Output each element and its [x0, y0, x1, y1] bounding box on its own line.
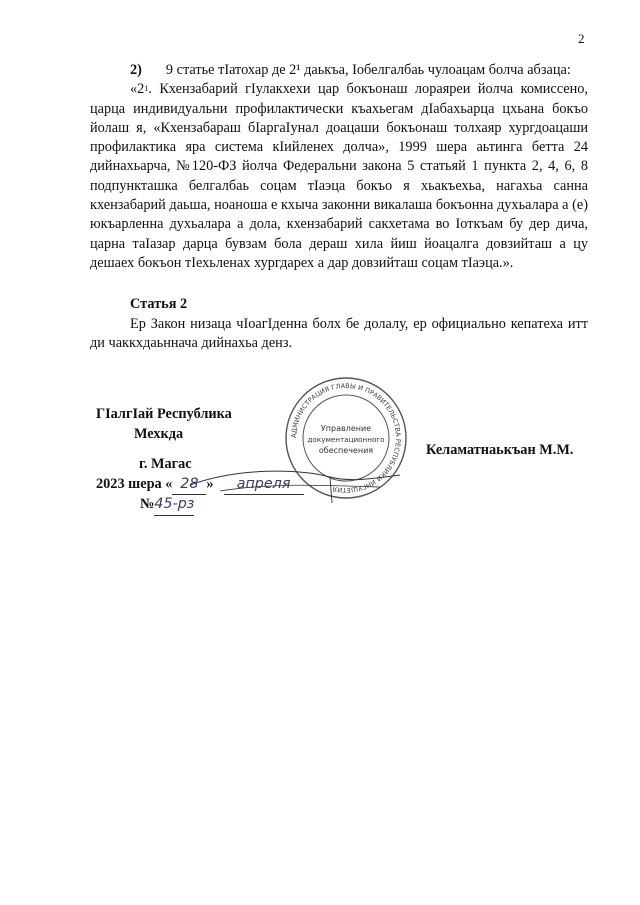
stamp-line-2: документационного [307, 435, 385, 444]
stamp-ring-text: АДМИНИСТРАЦИЯ ГЛАВЫ И ПРАВИТЕЛЬСТВА РЕСПУБЛИКИ ИНГУШЕТИЯ [289, 381, 403, 495]
law-number-value: 45-рз [154, 495, 194, 516]
list-item-number: 2) [130, 62, 142, 78]
article-2-text: Ер Закон низаца чIоагIденна болх бе долалу, ер официально кепатеха итт ди чаккхдаьннача дийнахьа денз. [90, 315, 588, 351]
signer-name: Келаматнаькъан М.М. [426, 442, 574, 458]
list-item-text: 9 статье тIатохар де 2¹ даькъа, Iобелгалбаь чулоацам болча абзаца: [165, 62, 571, 78]
date-year-suffix: » [206, 475, 214, 492]
law-number-prefix: № [140, 496, 155, 512]
stamp-line-1: Управление [320, 424, 372, 433]
page-number: 2 [578, 31, 585, 46]
document-body [90, 61, 588, 353]
list-item-2 [90, 61, 588, 80]
quote-superscript: 1 [144, 84, 149, 94]
date-day: 28 [172, 475, 206, 496]
quoted-paragraph [90, 80, 588, 273]
date-month: апреля [224, 475, 304, 496]
handwritten-signature [180, 455, 410, 510]
republic-name: ГIалгIай Республика [96, 406, 232, 422]
date-year-prefix: 2023 шера « [96, 475, 173, 492]
quote-text: . Кхензабарий гIулакхехи цар бокъонаш лораяреи йолча комиссено, царца индивидуальни профилактически къахьегам дIабахьарца цхьана бокъо йолаш я, «Кхензабараш бIаргаIунал доацаши бокъонаш толхаяр хургдоацаши профилактика яра система кIийленех долча», 1999 шера аьтинга бетта 24 дийнахьарча, №120-ФЗ йолча Федеральни закона 5 статьяй 1 пункта 2, 4, 6, 8 подпункташка белгалбаь соцам тIаэца бокъо я хьакъехьа, нагахьа санна кхензабарий даьша, ноаноша е кхыча законни викалаша бокъонна духьалара а (е) юкъарленна духьалара а дола, кхензабарий сакхетама во Iоткъам бу дер дича, царна таIазар дарца бувзам бола дераш хила йиш йоацалга довзийташ а цу дешаех бокъон тIехьленах хургдарех а дар довзийташ соцам тIаэца.». [90, 81, 588, 271]
head-title: Мехкда [134, 425, 184, 442]
place-name: г. Магас [139, 456, 192, 472]
quote-open: «2 [130, 81, 145, 98]
stamp-line-3: обеспечения [318, 446, 374, 455]
article-2-title: Статья 2 [130, 296, 188, 313]
